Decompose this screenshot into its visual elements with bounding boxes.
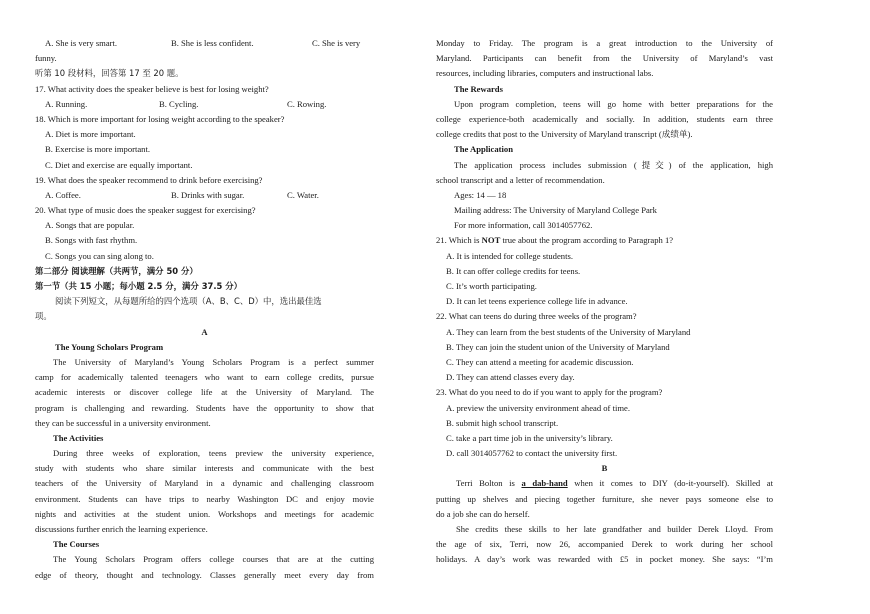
- para4-line: college experience-both academically and socially. In addition, students earn three: [436, 113, 773, 124]
- q23-option-b: B. submit high school transcript.: [446, 417, 559, 428]
- para1-line: program is challenging and rewarding. Students have the opportunity to show that: [35, 402, 374, 413]
- q17-option-c: C. Rowing.: [287, 98, 327, 109]
- ages-line: Ages: 14 — 18: [454, 189, 507, 200]
- contact-info-line: For more information, call 3014057762.: [454, 220, 593, 231]
- q16-option-b: B. She is less confident.: [171, 38, 254, 48]
- q22-option-b: B. They can join the student union of the University of Maryland: [446, 341, 670, 352]
- q19-option-a: A. Coffee.: [45, 189, 81, 200]
- q20-option-a: A. Songs that are popular.: [45, 220, 135, 231]
- passage-a-title: The Young Scholars Program: [55, 341, 164, 352]
- q23-option-c: C. take a part time job in the university’s library.: [446, 432, 613, 443]
- q20-option-b: B. Songs with fast rhythm.: [45, 235, 138, 246]
- q16-option-c: C. She is very: [312, 38, 361, 48]
- passage-b-para1-line: do a job she can do herself.: [436, 508, 530, 519]
- passage-b-para2-line: holidays. A day’s work was rewarded with £5 in pocket money. She says: “I’m: [436, 554, 773, 565]
- q17-stem: 17. What activity does the speaker believe is best for losing weight?: [35, 83, 269, 94]
- rewards-heading: The Rewards: [454, 83, 503, 94]
- q23-option-d: D. call 3014057762 to contact the university first.: [446, 448, 618, 459]
- para3-line: edge of theory, thought and technology. Classes generally meet every day from: [35, 569, 374, 580]
- para2-line: teachers of the University of Maryland in a dynamic and challenging classroom: [35, 478, 374, 489]
- q22-option-c: C. They can attend a meeting for academic discussion.: [446, 356, 634, 367]
- part-2-heading: 第二部分 阅读理解（共两节，满分 50 分）: [35, 265, 198, 276]
- passage-b-para1-line: putting up shelves and piecing together furniture, she never pays someone else to: [436, 493, 773, 504]
- reading-instruction-continued: 项。: [35, 311, 52, 322]
- q23-stem: 23. What do you need to do if you want to apply for the program?: [436, 387, 663, 398]
- para3-cont-line: resources, including libraries, computers and instructional labs.: [436, 68, 654, 79]
- q21-not-emphasis: NOT: [481, 235, 501, 246]
- q19-option-c: C. Water.: [287, 189, 319, 200]
- q16-options: [35, 36, 374, 51]
- q22-stem: 22. What can teens do during three weeks of the program?: [436, 311, 637, 322]
- q17-option-b: B. Cycling.: [159, 98, 199, 109]
- para3-cont-line: Maryland. Participants can benefit from the University of Maryland’s vast: [436, 53, 773, 64]
- q19-stem: 19. What does the speaker recommend to drink before exercising?: [35, 174, 263, 185]
- q21-option-a: A. It is intended for college students.: [446, 250, 573, 261]
- application-heading: The Application: [454, 144, 513, 155]
- para3-line: The Young Scholars Program offers college courses that are at the cutting: [53, 554, 374, 565]
- q16-option-a: A. She is very smart.: [45, 38, 118, 48]
- q20-option-c: C. Songs you can sing along to.: [45, 250, 154, 261]
- para5-line: school transcript and a letter of recommendation.: [436, 174, 605, 185]
- courses-heading: The Courses: [53, 539, 100, 550]
- para1-line: they can be successful in a university environment.: [35, 417, 211, 428]
- reading-instruction: 阅读下列短文，从每题所给的四个选项（A、B、C、D）中，选出最佳选: [55, 296, 322, 307]
- left-column: [35, 36, 374, 583]
- pb1-suffix: when it comes to DIY (do-it-yourself). Skilled at: [567, 478, 773, 489]
- q23-option-a: A. preview the university environment ahead of time.: [446, 402, 630, 413]
- q18-option-b: B. Exercise is more important.: [45, 144, 151, 155]
- mailing-address-line: Mailing address: The University of Maryland College Park: [454, 205, 657, 216]
- para4-line: Upon program completion, teens will go home with better preparations for the: [454, 98, 773, 109]
- section-1-heading: 第一节（共 15 小题；每小题 2.5 分，满分 37.5 分）: [35, 281, 243, 291]
- para2-line: During three weeks of exploration, teens preview the university experience,: [53, 448, 374, 459]
- q18-option-c: C. Diet and exercise are equally important.: [45, 159, 193, 170]
- right-column: [436, 36, 773, 568]
- para2-line: study with students who share similar interests and communicate with the best: [35, 463, 374, 474]
- q18-stem: 18. Which is more important for losing weight according to the speaker?: [35, 113, 285, 124]
- q22-option-d: D. They can attend classes every day.: [446, 372, 575, 383]
- passage-b-para2-line: She credits these skills to her late grandfather and builder Derek Lloyd. From: [456, 524, 773, 534]
- para4-line: college credits that post to the University of Maryland transcript (成绩单).: [436, 129, 693, 140]
- para2-line: environment. Students can have trips to nearby Washington DC and enjoy movie: [35, 493, 374, 504]
- passage-b-letter: B: [601, 463, 608, 474]
- para3-cont-line: Monday to Friday. The program is a great introduction to the University of: [436, 38, 773, 48]
- para1-line: academic interests or discover college life at the University of Maryland. The: [35, 387, 374, 398]
- para5-line: The application process includes submission (提交) of the application, high: [454, 159, 773, 170]
- q17-options: [35, 97, 374, 112]
- q21-stem: [436, 233, 773, 248]
- passage-b-para2-line: the age of six, Terri, now 26, accompanied Derek to work during her school: [436, 539, 773, 550]
- dab-hand-term: a dab-hand: [521, 478, 568, 489]
- q17-option-a: A. Running.: [45, 98, 88, 109]
- q19-option-b: B. Drinks with sugar.: [171, 189, 245, 200]
- pb1-prefix: Terri Bolton is: [456, 478, 522, 489]
- q21-stem-prefix: 21. Which is: [436, 235, 482, 246]
- passage-b-para1-first-line: [436, 476, 773, 491]
- q21-option-b: B. It can offer college credits for teens.: [446, 265, 581, 276]
- q21-stem-suffix: true about the program according to Paragraph 1?: [500, 235, 674, 246]
- passage-a-letter: A: [201, 326, 208, 337]
- para1-line: The University of Maryland’s Young Scholars Program is a perfect summer: [53, 356, 374, 367]
- q22-option-a: A. They can learn from the best students of the University of Maryland: [446, 326, 691, 337]
- q21-option-d: D. It can let teens experience college life in advance.: [446, 296, 628, 307]
- para2-line: nights and activities at the student union. Workshops and meetings for academic: [35, 508, 374, 519]
- q20-stem: 20. What type of music does the speaker suggest for exercising?: [35, 205, 256, 216]
- para2-line: discussions further enrich the learning experience.: [35, 524, 208, 534]
- para1-line: camp for academically talented teenagers who want to earn college credits, pursue: [35, 372, 374, 383]
- q18-option-a: A. Diet is more important.: [45, 129, 136, 140]
- activities-heading: The Activities: [53, 432, 104, 443]
- material-10-instruction: 听第 10 段材料，回答第 17 至 20 题。: [35, 68, 184, 79]
- q21-option-c: C. It’s worth participating.: [446, 281, 537, 291]
- q19-options: [35, 188, 374, 203]
- q16-option-c-continued: funny.: [35, 53, 57, 64]
